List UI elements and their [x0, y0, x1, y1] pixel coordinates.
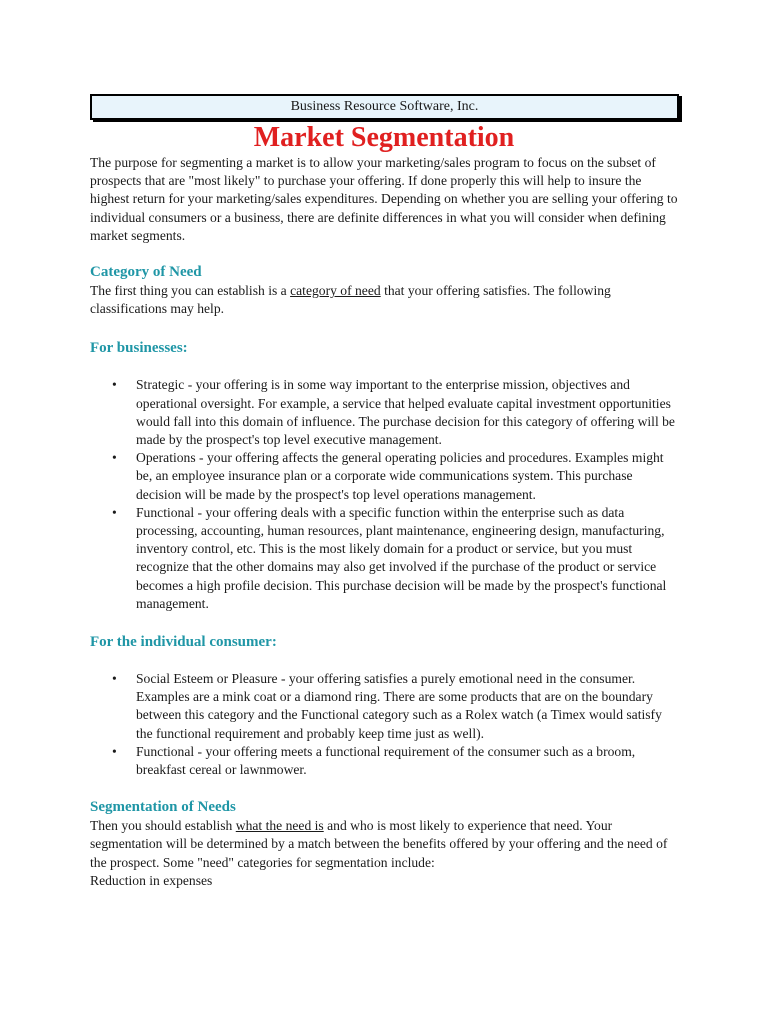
what-the-need-is-underlined: what the need is	[235, 818, 324, 834]
bullet-icon: •	[112, 377, 117, 393]
businesses-list	[90, 376, 680, 613]
list-item	[90, 743, 680, 779]
list-item-text: Operations - your offering affects the general operating policies and procedures. Examples might be, an employee insurance plan or a corporate wide communications system. This purchase decision will be made by the prospect's top level operations management.	[136, 450, 664, 502]
list-item	[90, 449, 680, 504]
for-businesses-heading: For businesses:	[90, 340, 188, 357]
category-of-need-paragraph	[90, 282, 680, 318]
list-item-text: Functional - your offering meets a functional requirement of the consumer such as a broom, breakfast cereal or lawnmower.	[136, 743, 636, 778]
segmentation-text-before: Then you should establish	[90, 818, 236, 834]
list-item	[90, 376, 680, 449]
category-text-after: that your offering satisfies. The following classifications may help.	[90, 283, 611, 317]
segmentation-text-after: and who is most likely to experience that need. Your segmentation will be determined by a match between the benefits offered by your offering and the need of the prospect. Some "need" categories for segmentation include:	[90, 818, 668, 870]
document-body	[90, 154, 680, 890]
bullet-icon: •	[112, 504, 117, 520]
page-title: Market Segmentation	[253, 122, 515, 153]
company-name: Business Resource Software, Inc.	[290, 99, 479, 114]
list-item	[90, 504, 680, 613]
list-item-text: Social Esteem or Pleasure - your offering satisfies a purely emotional need in the consumer. Examples are a mink coat or a diamond ring. There are some products that are on the boundary between this category and the Functional category such as a Rolex watch (a Timex would satisfy the functional requirement and probably keep time just as well).	[136, 671, 662, 741]
category-of-need-underlined: category of need	[290, 283, 381, 299]
company-name-banner	[90, 94, 679, 120]
list-item-text: Functional - your offering deals with a specific function within the enterprise such as data processing, accounting, human resources, plant maintenance, engineering design, manufacturing, inventory control, etc. This is the most likely domain for a product or service, but you must recognize that the other domains may also get involved if the purchase of the product or service becomes a high profile decision. This purchase decision will be made by the prospect's functional management.	[136, 504, 667, 611]
reduction-in-expenses-line: Reduction in expenses	[90, 872, 213, 888]
list-item-text: Strategic - your offering is in some way important to the enterprise mission, objectives and operational oversight. For example, a service that helped evaluate capital investment opportunities would fall into this domain of influence. The purchase decision for this category of offering will be made by the prospect's top level executive management.	[136, 377, 675, 448]
for-individual-consumer-heading: For the individual consumer:	[90, 634, 277, 651]
consumer-list	[90, 670, 680, 779]
segmentation-of-needs-heading: Segmentation of Needs	[90, 799, 236, 816]
category-text-before: The first thing you can establish is a	[90, 283, 291, 299]
bullet-icon: •	[112, 671, 117, 687]
intro-paragraph: The purpose for segmenting a market is to allow your marketing/sales program to focus on the subset of prospects that are "most likely" to purchase your offering. If done properly this will help to insure the highest return for your marketing/sales expenditures. Depending on whether you are selling your offering to individual consumers or a business, there are definite differences in what you will consider when defining market segments.	[90, 155, 678, 243]
category-of-need-heading: Category of Need	[90, 264, 202, 281]
segmentation-paragraph	[90, 817, 680, 872]
bullet-icon: •	[112, 450, 117, 466]
bullet-icon: •	[112, 743, 117, 759]
list-item	[90, 670, 680, 743]
